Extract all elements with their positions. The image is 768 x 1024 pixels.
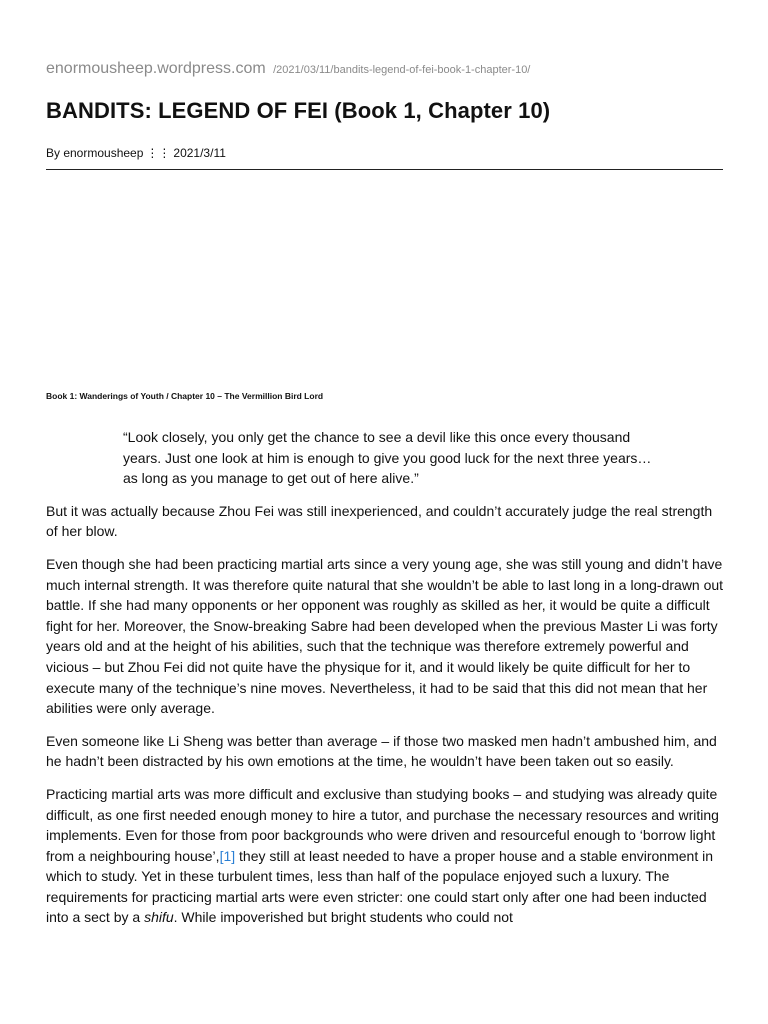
article-title: BANDITS: LEGEND OF FEI (Book 1, Chapter 10)	[46, 98, 551, 123]
paragraph-3: Even someone like Li Sheng was better than average – if those two masked men hadn’t ambushed him, and he hadn’t been distracted by his own emotions at the time, he wouldn’t have been taken out so easily.	[46, 732, 717, 770]
byline	[46, 146, 226, 160]
header-divider	[46, 169, 723, 170]
footnote-link[interactable]: [1]	[219, 847, 236, 864]
url-path[interactable]: /2021/03/11/bandits-legend-of-fei-book-1-chapter-10/	[273, 64, 531, 76]
paragraph-4-italic: shifu	[144, 909, 174, 926]
paragraph-4-part2: they still at least needed to have a proper house and a stable environment in which to study. Yet in these turbulent times, less than half of the populace enjoyed such a luxury. The requirements for practicing martial arts were even stricter: one could start only after one had been inducted into a sect by a	[46, 847, 714, 926]
article-body	[46, 427, 724, 940]
byline-separator-icon: ⋮⋮	[146, 146, 171, 160]
byline-author: By enormousheep	[46, 146, 144, 160]
paragraph-1: But it was actually because Zhou Fei was still inexperienced, and couldn’t accurately judge the real strength of her blow.	[46, 502, 713, 540]
paragraph-4	[46, 784, 724, 928]
paragraph-4-part1: Practicing martial arts was more difficult and exclusive than studying books – and studying was already quite difficult, as one first needed enough money to hire a tutor, and purchase the necessary resources and writing implements. Even for those from poor backgrounds who were driven and resourceful enough to ‘borrow light from a neighbouring house’,	[46, 785, 719, 864]
source-url[interactable]	[46, 60, 530, 78]
block-quote: “Look closely, you only get the chance to see a devil like this once every thousand years. Just one look at him is enough to give you good luck for the next three years…as long as you manage to get out of here alive.”	[123, 429, 652, 487]
byline-date: 2021/3/11	[173, 146, 226, 160]
paragraph-2: Even though she had been practicing martial arts since a very young age, she was still young and didn’t have much internal strength. It was therefore quite natural that she wouldn’t be able to last long in a long-drawn out battle. If she had many opponents or her opponent was roughly as skilled as her, it would be quite a difficult fight for her. Moreover, the Snow-breaking Sabre had been developed when the previous Master Li was forty years old and at the height of his abilities, such that the technique was therefore extremely powerful and vicious – but Zhou Fei did not quite have the physique for it, and it would likely be quite difficult for her to execute many of the technique’s nine moves. Nevertheless, it had to be said that this did not mean that her abilities were only average.	[46, 555, 724, 717]
paragraph-4-part3: . While impoverished but bright students who could not	[173, 909, 513, 926]
url-domain[interactable]: enormousheep.wordpress.com	[46, 60, 266, 77]
chapter-label: Book 1: Wanderings of Youth / Chapter 10 – The Vermillion Bird Lord	[46, 391, 324, 401]
